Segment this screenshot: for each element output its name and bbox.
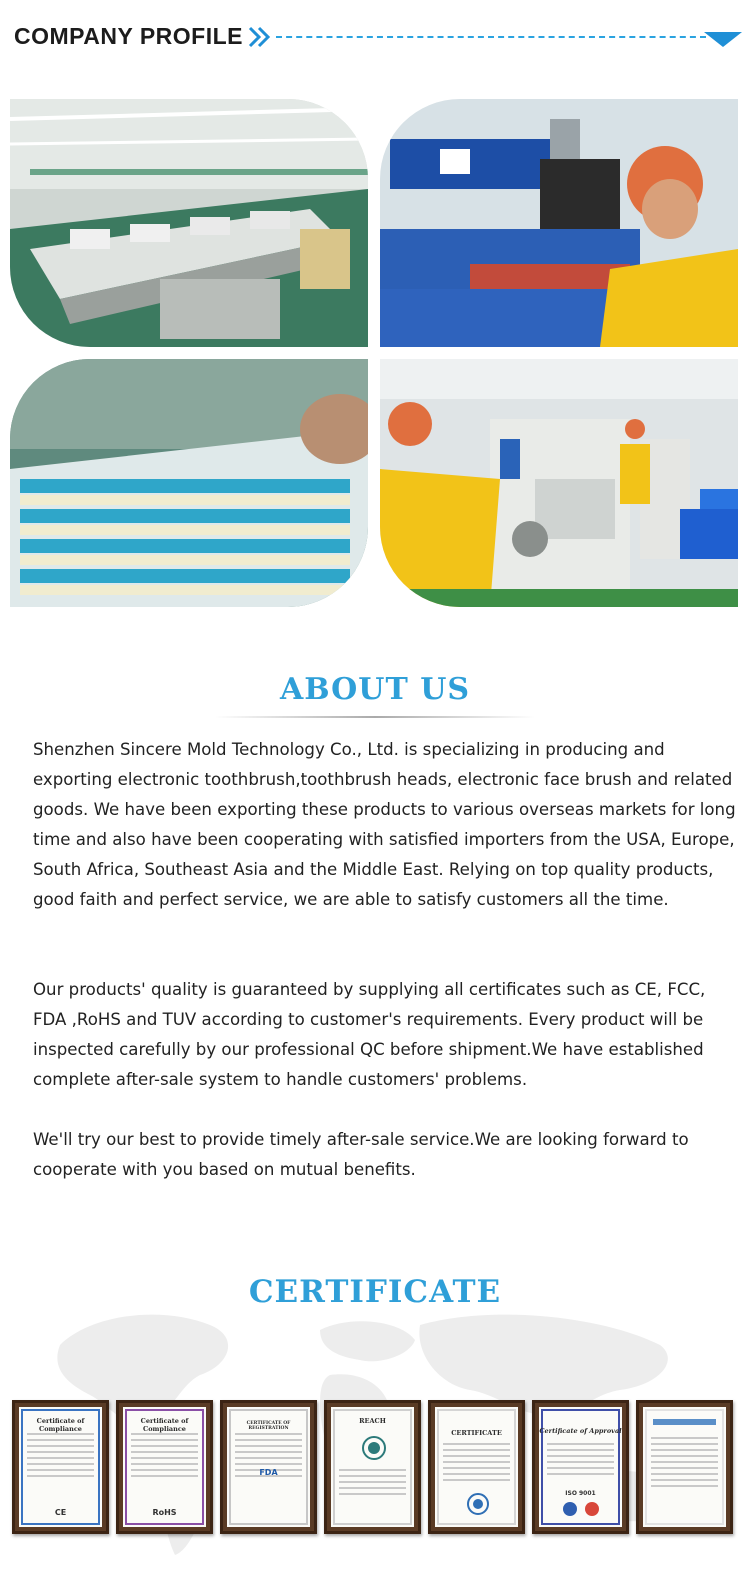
certificate-heading: CERTIFICATE <box>451 1429 502 1437</box>
factory-photo-toothbrush-heads <box>10 359 368 607</box>
certificate-heading: REACH <box>359 1417 386 1425</box>
fda-mark-icon: FDA <box>259 1468 278 1477</box>
seal-icon <box>361 1435 387 1461</box>
certificate-iso <box>532 1400 629 1534</box>
header-title: COMPANY PROFILE <box>14 23 243 49</box>
about-underline <box>215 716 535 718</box>
ce-mark-icon: CE <box>54 1508 67 1517</box>
double-chevron-right-icon <box>246 22 276 52</box>
factory-photo-production-line <box>10 99 368 347</box>
about-paragraph-1: Shenzhen Sincere Mold Technology Co., Ltd. is specializing in producing and exporting electronic toothbrush,toothbrush heads, electronic face brush and related goods. We have been exporting these products to various overseas markets for long time and also have been cooperating with satisfied importers from the USA, Europe, South Africa, Southeast Asia and the Middle East. Relying on top quality products, good faith and perfect service, we are able to satisfy customers all the time. <box>33 740 736 909</box>
about-paragraph-3: We'll try our best to provide timely after-sale service.We are looking forward to cooperate with you based on mutual benefits. <box>33 1130 689 1179</box>
certificate-heading: Certificate of Compliance <box>140 1417 189 1433</box>
certificate-tuv <box>428 1400 525 1534</box>
dashed-divider <box>276 36 706 38</box>
factory-photo-workshop-machines <box>380 359 738 607</box>
triangle-down-icon <box>704 32 742 47</box>
certificate-reach <box>324 1400 421 1534</box>
certificate-heading: CERTIFICATE OF REGISTRATION <box>246 1421 291 1431</box>
certificate-registration <box>636 1400 733 1534</box>
certificate-fda <box>220 1400 317 1534</box>
tuv-seal-icon <box>467 1493 489 1515</box>
iso-mark-icon: ISO 9001 <box>565 1490 596 1497</box>
certificate-gallery <box>12 1400 738 1534</box>
rohs-mark-icon: RoHS <box>152 1508 177 1517</box>
certificate-heading: Certificate of Compliance <box>36 1417 85 1433</box>
certificate-ce <box>12 1400 109 1534</box>
accreditation-seals-icon <box>561 1501 603 1517</box>
certificate-rohs <box>116 1400 213 1534</box>
about-paragraph-2: Our products' quality is guaranteed by supplying all certificates such as CE, FCC, FDA ,RoHS and TUV according to customer's requirements. Every product will be inspected carefully by our professional QC before shipment.We have established complete after-sale system to handle customers' problems. <box>33 980 706 1089</box>
about-us-title: ABOUT US <box>279 672 471 707</box>
certificate-heading: Certificate of Approval <box>539 1427 622 1435</box>
section-header <box>14 18 738 58</box>
certificate-title: CERTIFICATE <box>248 1274 502 1310</box>
factory-photo-laser-machine <box>380 99 738 347</box>
